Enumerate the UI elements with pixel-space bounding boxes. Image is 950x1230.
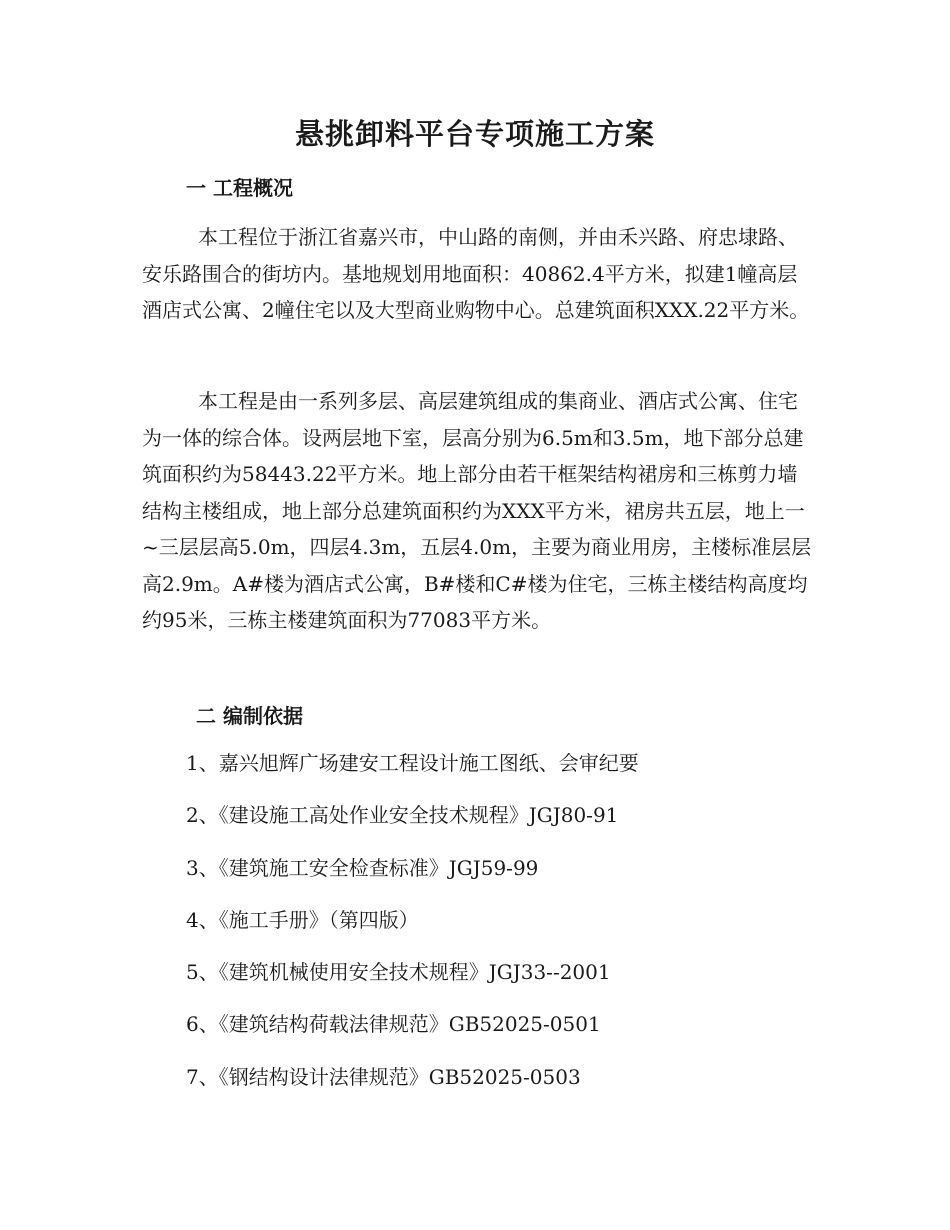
reference-list (186, 748, 639, 1114)
reference-item: 7、《钢结构设计法律规范》GB52025-0503 (186, 1064, 581, 1089)
section-heading-overview: 一 工程概况 (186, 176, 293, 200)
section-heading-basis: 二 编制依据 (196, 704, 303, 728)
reference-item: 6、《建筑结构荷载法律规范》GB52025-0501 (186, 1012, 601, 1037)
reference-item: 3、《建筑施工安全检查标准》JGJ59-99 (186, 855, 539, 880)
reference-item: 2、《建设施工高处作业安全技术规程》JGJ80-91 (186, 803, 619, 828)
reference-item: 4、《施工手册》（第四版） (186, 907, 419, 932)
reference-item: 5、《建筑机械使用安全技术规程》JGJ33--2001 (186, 960, 611, 985)
document-title: 悬挑卸料平台专项施工方案 (294, 117, 655, 151)
overview-paragraph-structure: 本工程是由一系列多层、高层建筑组成的集商业、酒店式公寓、住宅为一体的综合体。设两层地下室，层高分别为6.5m和3.5m，地下部分总建筑面积约为58443.22平方米。地上部分由若干框架结构裙房和三栋剪力墙结构主楼组成，地上部分总建筑面积约为XXX平方米，裙房共五层，地上一~三层层高5.0m，四层4.3m，五层4.0m，主要为商业用房，主楼标准层层高2.9m。A#楼为酒店式公寓，B#楼和C#楼为住宅，三栋主楼结构高度均约95米，三栋主楼建筑面积为77083平方米。 (142, 389, 812, 632)
overview-paragraph-location: 本工程位于浙江省嘉兴市，中山路的南侧，并由禾兴路、府忠埭路、安乐路围合的街坊内。基地规划用地面积：40862.4平方米，拟建1幢高层酒店式公寓、2幢住宅以及大型商业购物中心。总建筑面积XXX.22平方米。 (142, 225, 810, 322)
reference-item: 1、嘉兴旭辉广场建安工程设计施工图纸、会审纪要 (186, 751, 639, 775)
